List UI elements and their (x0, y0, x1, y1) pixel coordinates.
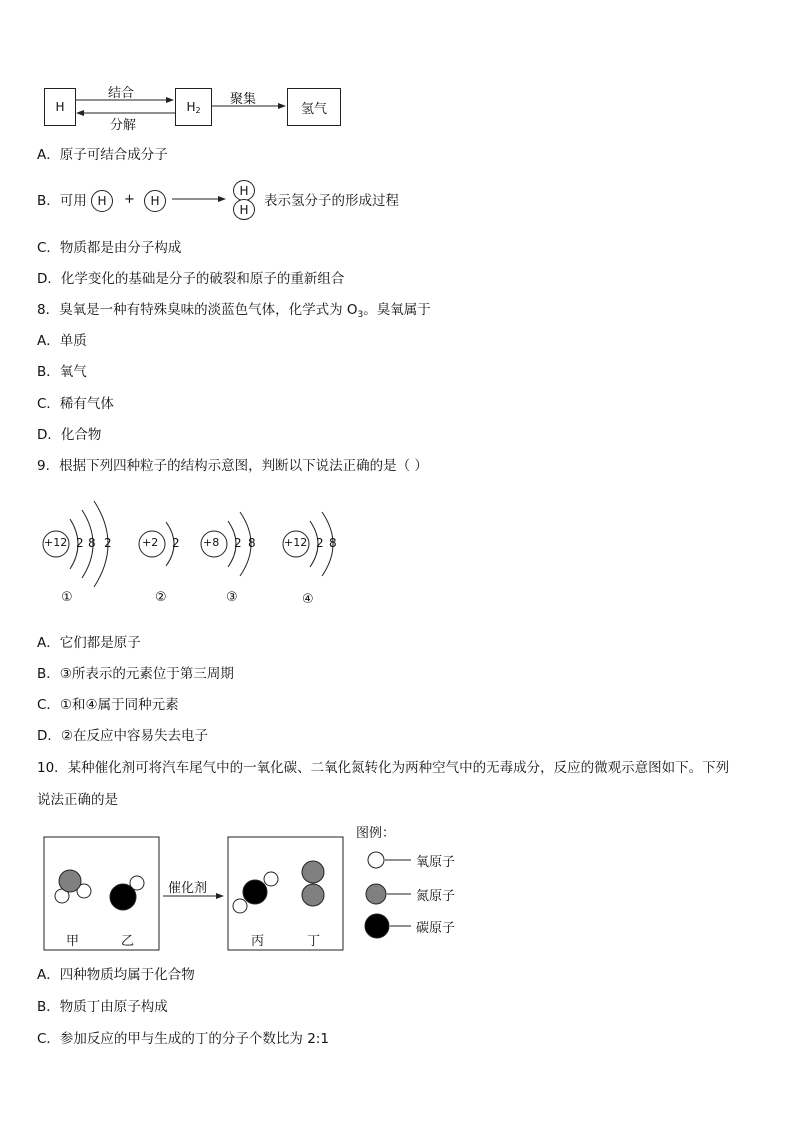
particle-3-label: ③ (226, 590, 238, 605)
legend-carbon-swatch (365, 914, 389, 938)
q7-option-d: D．化学变化的基础是分子的破裂和原子的重新组合 (37, 271, 345, 287)
q7-option-b-suffix: 表示氢分子的形成过程 (264, 193, 399, 209)
label-ding: 丁 (307, 934, 321, 949)
q9-option-d: D．②在反应中容易失去电子 (37, 728, 208, 744)
ding-nitrogen-2 (302, 884, 324, 906)
plus-sign: + (124, 192, 135, 207)
catalyst-arrowhead (216, 893, 224, 899)
q10-option-c: C．参加反应的甲与生成的丁的分子个数比为 2:1 (37, 1031, 329, 1047)
h-atom-circle-2: H (144, 190, 166, 212)
h2-atom-circle-top: H (233, 180, 255, 201)
q7-option-c: C．物质都是由分子构成 (37, 240, 182, 256)
jia-nitrogen (59, 870, 81, 892)
q10-option-b: B．物质丁由原子构成 (37, 999, 168, 1015)
particle-2-label: ② (155, 590, 167, 605)
q10-question-line-2: 说法正确的是 (37, 792, 118, 808)
label-yi: 乙 (121, 934, 135, 949)
label-bing: 丙 (251, 934, 265, 949)
particle-2-shell-count-1: 2 (172, 536, 180, 550)
q10-option-a: A．四种物质均属于化合物 (37, 967, 195, 983)
q10-question-line-1: 10．某种催化剂可将汽车尾气中的一氧化碳、二氧化氮转化为两种空气中的无毒成分，反应的微观示意图如下。下列 (37, 760, 730, 776)
bing-oxygen-1 (233, 899, 247, 913)
q9-question: 9．根据下列四种粒子的结构示意图，判断以下说法正确的是（ ） (37, 458, 428, 474)
q7-option-b-prefix: B．可用 (37, 193, 87, 209)
q8-option-b: B．氧气 (37, 364, 87, 380)
yi-carbon (110, 884, 136, 910)
molecule-h2-text: H2 (186, 99, 201, 115)
legend (365, 852, 411, 938)
particle-1-shell-count-1: 2 (76, 536, 84, 550)
q8-question: 8．臭氧是一种有特殊臭味的淡蓝色气体，化学式为 $O_3$。臭氧属于 (37, 302, 431, 320)
particle-2-nucleus-charge: +2 (142, 536, 159, 549)
particle-1-nucleus-charge: +12 (44, 536, 68, 549)
q8-option-a: A．单质 (37, 333, 87, 349)
decompose-label: 分解 (110, 118, 137, 133)
q9-option-a: A．它们都是原子 (37, 635, 141, 651)
bing-oxygen-2 (264, 872, 278, 886)
particle-1-label: ① (61, 590, 73, 605)
catalyst-label: 催化剂 (168, 881, 208, 896)
hydrogen-gas-text: 氢气 (300, 101, 327, 117)
q9-option-b: B．③所表示的元素位于第三周期 (37, 666, 234, 682)
legend-title: 图例： (356, 826, 396, 841)
q7-option-a: A．原子可结合成分子 (37, 147, 168, 163)
particle-4-shell-count-1: 2 (316, 536, 324, 550)
particle-3-shell-count-1: 2 (234, 536, 242, 550)
q9-option-c: C．①和④属于同种元素 (37, 697, 179, 713)
particle-3-nucleus-charge: +8 (203, 536, 220, 549)
legend-oxygen-swatch (368, 852, 384, 868)
particle-4-nucleus-charge: +12 (284, 536, 308, 549)
legend-oxygen-label: 氧原子 (416, 855, 456, 870)
particle-1-shell-count-3: 2 (104, 536, 112, 550)
q8-option-d: D．化合物 (37, 427, 102, 443)
legend-nitrogen-swatch (366, 884, 386, 904)
particle-1-shell-count-2: 8 (88, 536, 96, 550)
particle-4-shell-count-2: 8 (329, 536, 337, 550)
gather-label: 聚集 (230, 92, 257, 107)
q8-option-c: C．稀有气体 (37, 396, 114, 412)
bing-carbon (243, 880, 267, 904)
particle-3-shell-count-2: 8 (248, 536, 256, 550)
particle-4-label: ④ (302, 592, 314, 607)
label-jia: 甲 (66, 934, 80, 949)
legend-carbon-label: 碳原子 (416, 921, 456, 936)
h2-atom-circle-bottom: H (233, 199, 255, 220)
h-atom-circle-1: H (91, 190, 113, 212)
ding-nitrogen-1 (302, 861, 324, 883)
atom-h-text: H (55, 100, 65, 114)
legend-nitrogen-label: 氮原子 (416, 889, 456, 904)
combine-label: 结合 (108, 86, 135, 101)
